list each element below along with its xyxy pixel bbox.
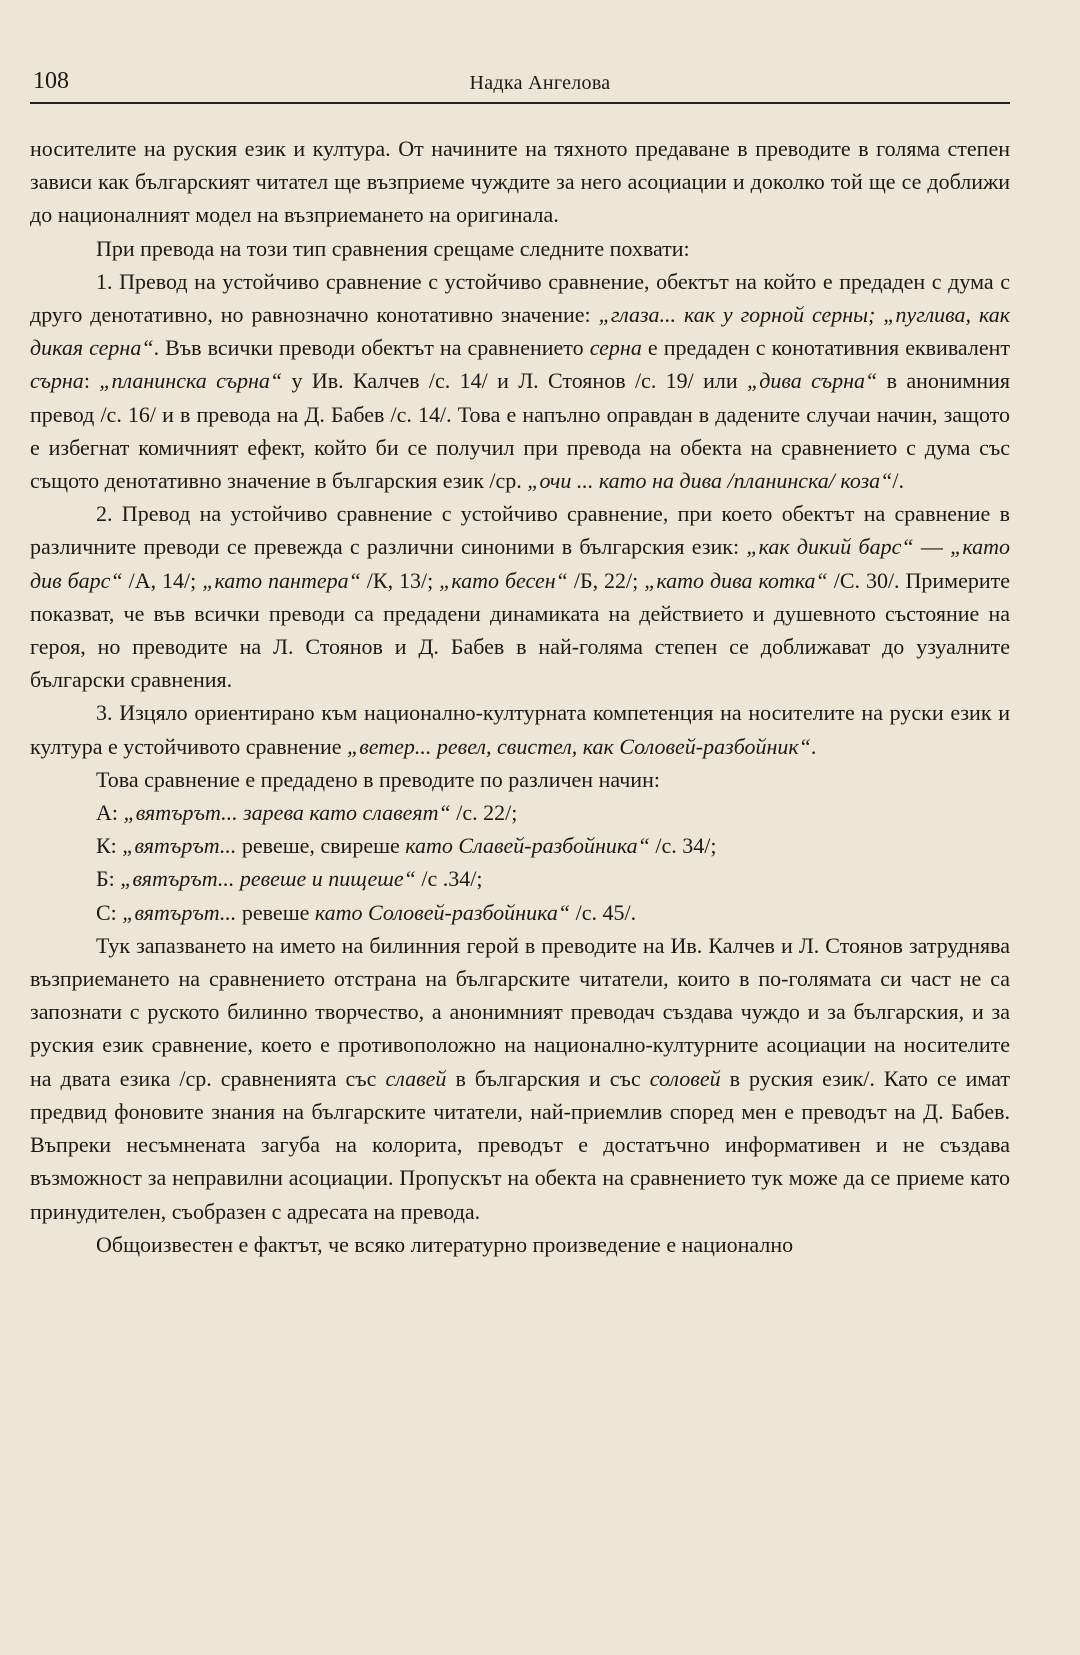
text-run: — xyxy=(913,534,951,560)
text-run: ревеше xyxy=(236,899,315,925)
translation-line-b xyxy=(30,862,1010,895)
text-run: в българския и със xyxy=(446,1065,650,1091)
running-title: Надка Ангелова xyxy=(469,72,611,94)
text-run: К: xyxy=(96,833,123,859)
translation-line-k xyxy=(30,829,1010,862)
text-run: /с. 45/. xyxy=(570,899,637,925)
paragraph-item-1 xyxy=(30,265,1010,497)
text-run: у Ив. Калчев /с. 14/ и Л. Стоянов /с. 19/ или xyxy=(282,368,748,394)
quote-italic: като Славей-разбойника“ xyxy=(405,833,650,859)
quote-italic: „вятърът... ревеше и пищеше“ xyxy=(120,866,416,892)
translation-line-a xyxy=(30,796,1010,829)
text-run: Тук запазването на името на билинния герой в преводите на Ив. Калчев и Л. Стоянов затруднява възприемането на сравнението отстрана на българските читатели, които в по-голямата си част не са запознати с руското билинно творчество, а анонимният преводач създава чуждо и за българския, и за руския език сравнение, което е противоположно на национално-културните асоциации на носителите на двата езика /ср. сравненията със xyxy=(30,932,1010,1091)
text-run: /Б, 22/; xyxy=(567,567,645,593)
text-run: . Във всички преводи обектът на сравнението xyxy=(153,335,590,361)
text-run: А: xyxy=(96,800,124,826)
term-italic: славей xyxy=(385,1065,447,1091)
text-run: 2. Превод на устойчиво сравнение с устойчиво сравнение, при което обектът на сравнение в различните преводи се превежда с различни синоними в българския език: xyxy=(30,501,1010,560)
text-run: . xyxy=(810,733,817,759)
text-run: в руския език/. Като се имат предвид фоновите знания на българските читатели, най-приемлив според мен е преводът на Д. Бабев. Въпреки несъмнената загуба на колорита, преводът е достатъчно информативен и не създава възможност за неправилни асоциации. Пропускът на обекта на сравнението тук може да се приеме като принудителен, съобразен с адресата на превода. xyxy=(30,1065,1011,1224)
quote-italic: „глаза... как у горной серны; „пуглива, как дикая серна“ xyxy=(30,302,1010,361)
quote-italic: „като дива котка“ xyxy=(644,567,828,593)
quote-italic: „как дикий барс“ xyxy=(746,534,914,560)
text-run: /С. 30/. Примерите показват, че във всички преводи са предадени динамиката на действието и душевното състояние на героя, но преводите на Л. Стоянов и Д. Бабев в най-голяма степен се доближават до узуалните български сравнения. xyxy=(30,567,1010,693)
text-run: /. xyxy=(892,468,905,494)
paragraph: При превода на този тип сравнения срещаме следните похвати: xyxy=(96,235,690,261)
term-italic: соловей xyxy=(649,1065,721,1091)
quote-italic: като Соловей-разбойника“ xyxy=(314,899,571,925)
text-run: /с. 34/; xyxy=(649,833,717,859)
text-run: ревеше, свиреше xyxy=(236,833,406,859)
text-run: С: xyxy=(96,899,123,925)
quote-italic: „вятърът... xyxy=(122,899,237,925)
quote-italic: „планинска сърна“ xyxy=(99,368,283,394)
quote-italic: „вятърът... зарева като славеят“ xyxy=(123,800,451,826)
text-run: 3. Изцяло ориентирано към национално-културната компетенция на носителите на руски език и култура е устойчивото сравнение xyxy=(30,700,1010,759)
translation-line-s xyxy=(30,896,1010,929)
text-run: в анонимния превод /с. 16/ и в превода на Д. Бабев /с. 14/. Това е напълно оправдан в дадените случаи начин, защото е избегнат комичният ефект, който би се получил при превода на обекта на сравнението с дума със същото денотативно значение в българския език /ср. xyxy=(30,368,1010,494)
text-run: /К, 13/; xyxy=(360,567,440,593)
quote-italic: „като пантера“ xyxy=(202,567,361,593)
body-text xyxy=(30,132,1010,1261)
text-run: /с .34/; xyxy=(415,866,483,892)
paragraph: Общоизвестен е фактът, че всяко литературно произведение е национално xyxy=(96,1231,794,1257)
quote-italic: „като бесен“ xyxy=(439,567,568,593)
page-number: 108 xyxy=(33,68,69,94)
text-run: Б: xyxy=(96,866,121,892)
header-rule xyxy=(30,102,1010,104)
quote-italic: „като див барс“ xyxy=(30,534,1010,593)
text-run: /с. 22/; xyxy=(450,800,518,826)
quote-italic: „очи ... като на дива /планинска/ коза“ xyxy=(527,468,893,494)
term-italic: сърна xyxy=(30,368,84,394)
paragraph xyxy=(30,929,1010,1228)
text-run: /А, 14/; xyxy=(122,567,203,593)
term-italic: серна xyxy=(589,335,642,361)
paragraph: носителите на руския език и култура. От начините на тяхното предаване в преводите в голяма степен зависи как българският читател ще възприеме чуждите за него асоциации и доколко той ще се доближи до националният модел на възприемането на оригинала. xyxy=(30,136,1010,228)
paragraph-item-2 xyxy=(30,497,1010,696)
text-run: е предаден с конотативния еквивалент xyxy=(641,335,1011,361)
quote-italic: „вятърът... xyxy=(122,833,237,859)
text-run: 1. Превод на устойчиво сравнение с устойчиво сравнение, обектът на който е предаден с дума с друго денотативно, но равнозначно конотативно значение: xyxy=(30,268,1010,328)
paragraph: Това сравнение е предадено в преводите по различен начин: xyxy=(96,766,660,792)
paragraph-item-3 xyxy=(30,696,1010,762)
quote-italic: „ветер... ревел, свистел, как Соловей-разбойник“ xyxy=(346,733,811,759)
text-run: : xyxy=(83,368,100,394)
quote-italic: „дива сърна“ xyxy=(747,368,878,394)
